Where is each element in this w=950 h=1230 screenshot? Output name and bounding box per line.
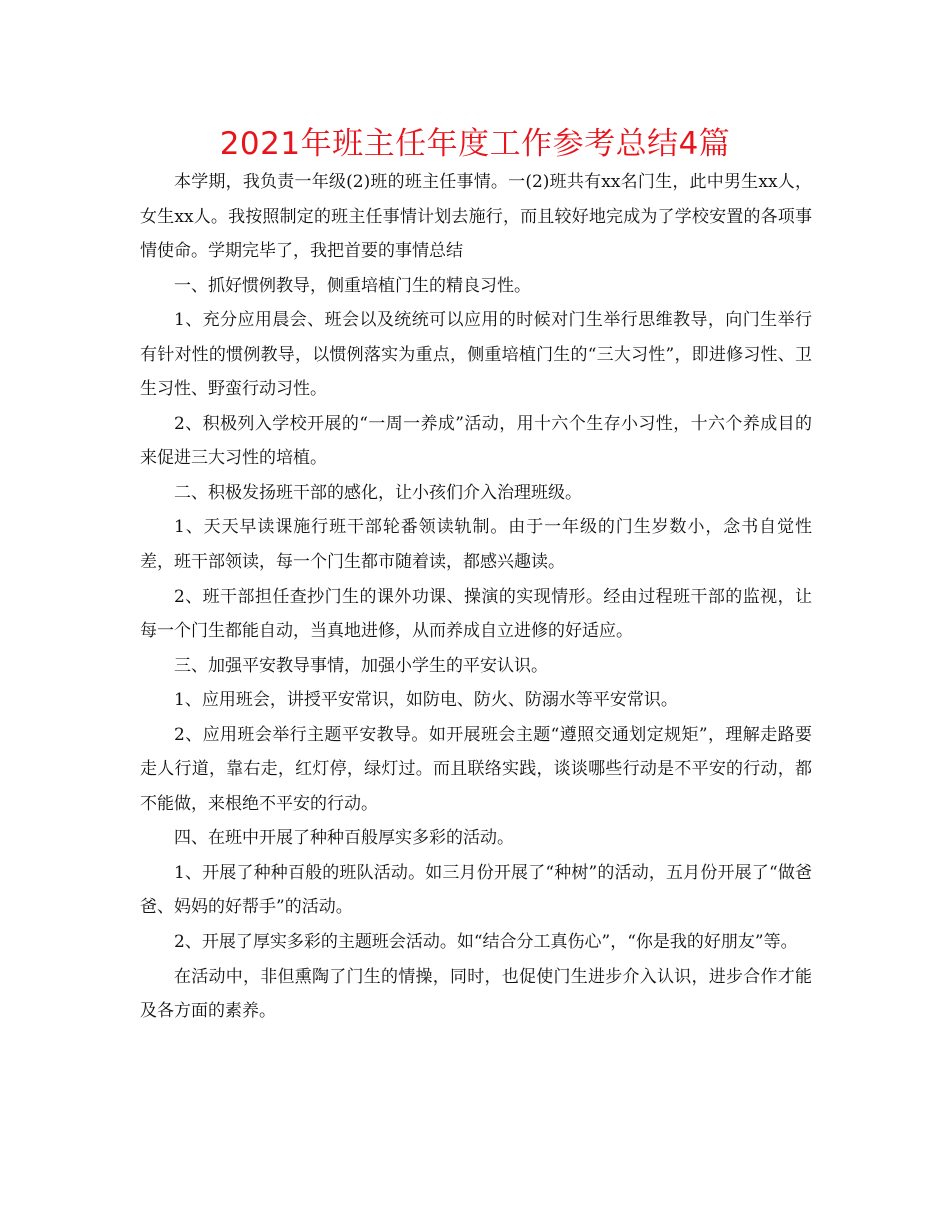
paragraph-2-2: 2、班干部担任查抄门生的课外功课、操演的实现情形。经由过程班干部的监视，让每一个门生都能自动，当真地进修，从而养成自立进修的好适应。: [140, 586, 812, 642]
paragraph-intro: 本学期，我负责一年级(2)班的班主任事情。一(2)班共有xx名门生，此中男生xx人，女生xx人。我按照制定的班主任事情计划去施行，而且较好地完成为了学校安置的各项事情使命。学期完毕了，我把首要的事情总结: [140, 172, 812, 262]
section-heading-3: 三、加强平安教导事情，加强小学生的平安认识。: [174, 655, 548, 676]
document-title: 2021年班主任年度工作参考总结4篇: [219, 126, 731, 162]
paragraph-4-2: 2、开展了厚实多彩的主题班会活动。如“结合分工真伤心”，“你是我的好朋友”等。: [174, 932, 798, 953]
section-heading-4: 四、在班中开展了种种百般厚实多彩的活动。: [174, 828, 514, 849]
paragraph-4-1: 1、开展了种种百般的班队活动。如三月份开展了“种树”的活动，五月份开展了“做爸爸、妈妈的好帮手”的活动。: [140, 862, 812, 918]
paragraph-2-1: 1、天天早读课施行班干部轮番领读轨制。由于一年级的门生岁数小，念书自觉性差，班干部领读，每一个门生都市随着读，都感兴趣读。: [140, 517, 812, 573]
paragraph-1-1: 1、充分应用晨会、班会以及统统可以应用的时候对门生举行思维教导，向门生举行有针对性的惯例教导，以惯例落实为重点，侧重培植门生的“三大习性”，即进修习性、卫生习性、野蛮行动习性。: [140, 310, 812, 400]
paragraph-3-2: 2、应用班会举行主题平安教导。如开展班会主题“遵照交通划定规矩”，理解走路要走人行道，靠右走，红灯停，绿灯过。而且联络实践，谈谈哪些行动是不平安的行动，都不能做，来根绝不平安的行动。: [140, 724, 812, 814]
paragraph-3-1: 1、应用班会，讲授平安常识，如防电、防火、防溺水等平安常识。: [174, 690, 678, 711]
section-heading-2: 二、积极发扬班干部的感化，让小孩们介入治理班级。: [174, 482, 582, 503]
section-heading-1: 一、抓好惯例教导，侧重培植门生的精良习性。: [174, 275, 531, 296]
document-body: [140, 165, 812, 1029]
paragraph-conclusion: 在活动中，非但熏陶了门生的情操，同时，也促使门生进步介入认识，进步合作才能及各方面的素养。: [140, 966, 812, 1022]
paragraph-1-2: 2、积极列入学校开展的“一周一养成”活动，用十六个生存小习性，十六个养成目的来促进三大习性的培植。: [140, 413, 812, 469]
